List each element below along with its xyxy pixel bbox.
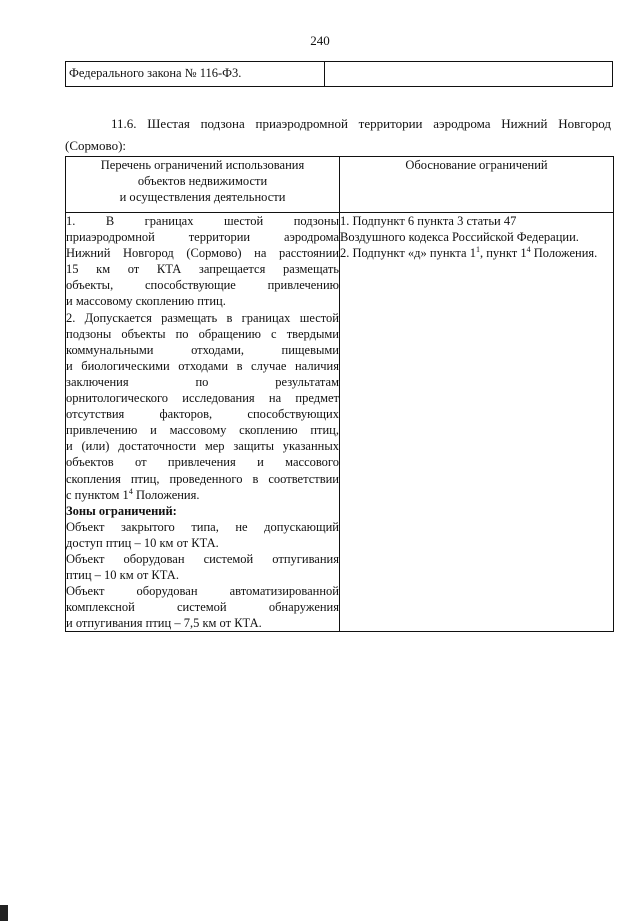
text-line-with-superscript bbox=[66, 487, 339, 503]
table-row bbox=[66, 213, 614, 632]
text-line: заключения по результатам bbox=[66, 374, 339, 389]
zone-line: доступ птиц – 10 км от КТА. bbox=[66, 535, 219, 550]
restrictions-table bbox=[65, 156, 614, 632]
continuation-cell-left bbox=[66, 62, 325, 87]
superscript: 4 bbox=[128, 486, 133, 496]
text-line: коммунальными отходами, пищевыми bbox=[66, 342, 339, 357]
superscript: 1 bbox=[475, 245, 480, 255]
table-header-row bbox=[66, 157, 614, 213]
section-heading-line-2: (Сормово): bbox=[65, 138, 127, 153]
text-line: скопления птиц, проведенного в соответствии bbox=[66, 471, 339, 486]
continuation-text: Федерального закона № 116-Ф3. bbox=[69, 66, 242, 80]
header-justification: Обоснование ограничений bbox=[340, 157, 614, 213]
superscript: 4 bbox=[526, 245, 531, 255]
text-line: отсутствия факторов, способствующих bbox=[66, 407, 339, 422]
zone-line: и отпугивания птиц – 7,5 км от КТА. bbox=[66, 616, 262, 631]
text-line: привлечению и массовому скоплению птиц, bbox=[66, 423, 339, 438]
text-line: объекты, способствующие привлечению bbox=[66, 278, 339, 293]
header-left-line: Перечень ограничений использования bbox=[100, 158, 305, 172]
zones-label: Зоны ограничений: bbox=[66, 503, 177, 518]
text-line: объектов от привлечения и массового bbox=[66, 455, 339, 470]
justification-line: Воздушного кодекса Российской Федерации. bbox=[340, 230, 579, 245]
text-fragment: с пунктом 1 bbox=[66, 487, 129, 502]
text-fragment: 2. Подпункт «д» пункта 1 bbox=[340, 246, 476, 261]
header-restrictions bbox=[66, 157, 340, 213]
continuation-table bbox=[65, 61, 613, 87]
text-line: и (или) достаточности мер защиты указанных bbox=[66, 439, 339, 454]
header-left-line: объектов недвижимости bbox=[137, 174, 268, 188]
text-line: подзоны объекты по обращению с твердыми bbox=[66, 326, 339, 341]
text-fragment: Положения. bbox=[132, 487, 200, 502]
justification-line: 1. Подпункт 6 пункта 3 статьи 47 bbox=[340, 214, 517, 228]
text-fragment: , пункт 1 bbox=[479, 246, 527, 261]
section-heading bbox=[65, 113, 611, 157]
text-line: орнитологического исследования на предмет bbox=[66, 391, 339, 406]
text-line: и массовому скоплению птиц. bbox=[66, 294, 226, 309]
text-line: 1. В границах шестой подзоны bbox=[66, 214, 339, 228]
text-line: Нижний Новгород (Сормово) на расстоянии bbox=[66, 246, 339, 261]
zone-line: Объект оборудован системой отпугивания bbox=[66, 551, 339, 566]
text-line: приаэродромной территории аэродрома bbox=[66, 230, 339, 245]
zone-line: Объект оборудован автоматизированной bbox=[66, 584, 339, 599]
justification-line-with-superscript bbox=[340, 245, 613, 261]
restrictions-cell bbox=[66, 213, 340, 632]
continuation-cell-right bbox=[325, 62, 613, 87]
text-line: 2. Допускается размещать в границах шестой bbox=[66, 310, 339, 325]
page-number: 240 bbox=[310, 33, 330, 48]
zone-line: птиц – 10 км от КТА. bbox=[66, 568, 179, 583]
section-heading-line-1: 11.6. Шестая подзона приаэродромной территории аэродрома Нижний Новгород bbox=[111, 116, 611, 131]
header-left-line: и осуществления деятельности bbox=[119, 190, 286, 204]
justification-cell bbox=[340, 213, 614, 632]
zone-line: комплексной системой обнаружения bbox=[66, 600, 339, 615]
text-line: и биологическими отходами в случае наличия bbox=[66, 358, 339, 373]
scan-artifact bbox=[0, 905, 8, 921]
text-line: 15 км от КТА запрещается размещать bbox=[66, 262, 339, 277]
zone-line: Объект закрытого типа, не допускающий bbox=[66, 519, 339, 534]
text-fragment: Положения. bbox=[530, 246, 598, 261]
